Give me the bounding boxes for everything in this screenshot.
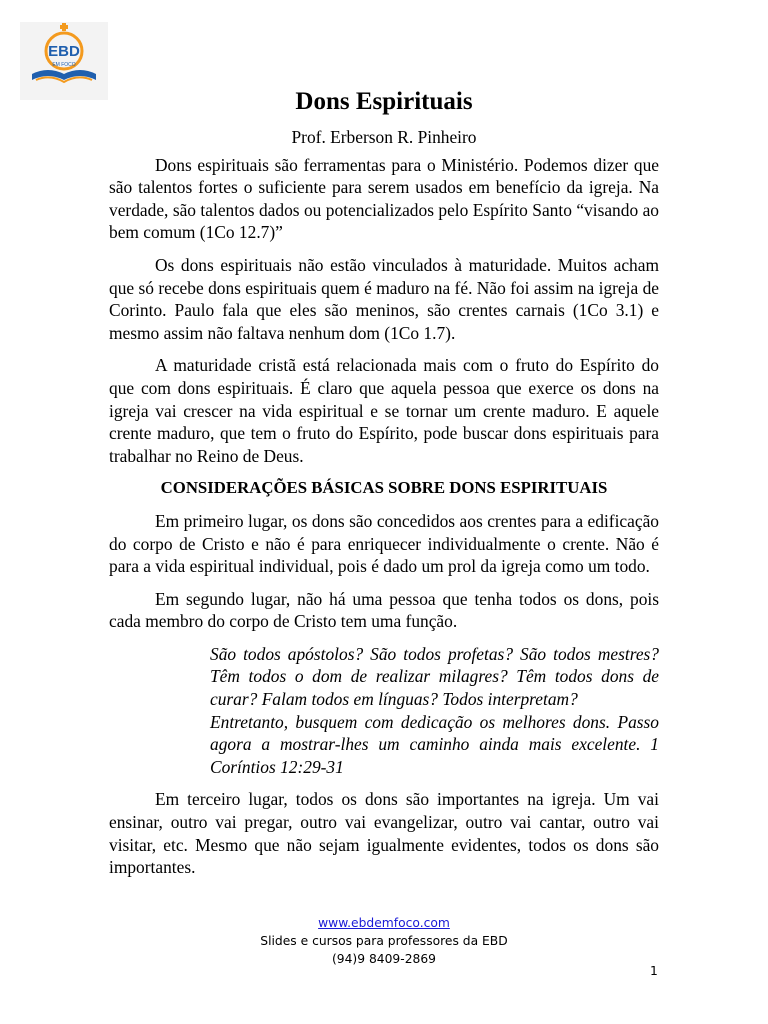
page-number: 1	[650, 964, 658, 978]
paragraph-intro-3: A maturidade cristã está relacionada mais com o fruto do Espírito do que com dons espirituais. É claro que aquela pessoa que exerce os dons na igreja vai crescer na vida espiritual e se tornar um crente maduro. E aquele crente maduro, que tem o fruto do Espírito, pode buscar dons espirituais para trabalhar no Reino de Deus.	[109, 355, 659, 466]
quote-line-1: São todos apóstolos? São todos profetas? São todos mestres? Têm todos o dom de realizar milagres? Têm todos dons de curar? Falam todos em línguas? Todos interpretam?	[210, 643, 659, 710]
paragraph-intro-1: Dons espirituais são ferramentas para o Ministério. Podemos dizer que são talentos fortes o suficiente para serem usados em benefício da igreja. Na verdade, são talentos dados ou potencializados pelo Espírito Santo “visando ao bem comum (1Co 12.7)”	[109, 154, 659, 243]
bible-quote	[210, 643, 659, 779]
document-page	[109, 86, 659, 889]
book-icon	[20, 22, 108, 100]
ebd-logo	[20, 22, 108, 100]
paragraph-final: Em terceiro lugar, todos os dons são importantes na igreja. Um vai ensinar, outro vai pregar, outro vai evangelizar, outro vai cantar, outro vai visitar, etc. Mesmo que não sejam igualmente evidentes, todos os dons são importantes.	[109, 789, 659, 878]
page-title: Dons Espirituais	[295, 88, 473, 115]
paragraph-body-2: Em segundo lugar, não há uma pessoa que tenha todos os dons, pois cada membro do corpo de Cristo tem uma função.	[109, 588, 659, 632]
section-heading: CONSIDERAÇÕES BÁSICAS SOBRE DONS ESPIRITUAIS	[160, 478, 608, 498]
page-footer	[0, 914, 768, 968]
website-link[interactable]: www.ebdemfoco.com	[318, 916, 450, 930]
logo-subtext: EM FOCO	[52, 62, 76, 68]
logo-text: EBD	[48, 43, 80, 60]
paragraph-intro-2: Os dons espirituais não estão vinculados à maturidade. Muitos acham que só recebe dons espirituais quem é maduro na fé. Não foi assim na igreja de Corinto. Paulo fala que eles são meninos, são crentes carnais (1Co 3.1) e mesmo assim não faltava nenhum dom (1Co 1.7).	[109, 254, 659, 343]
footer-phone: (94)9 8409-2869	[331, 952, 436, 966]
paragraph-body-1: Em primeiro lugar, os dons são concedidos aos crentes para a edificação do corpo de Cristo e não é para enriquecer individualmente o crente. Não é para a vida espiritual individual, pois é dado um prol da igreja como um todo.	[109, 510, 659, 577]
quote-line-2: Entretanto, busquem com dedicação os melhores dons. Passo agora a mostrar-lhes um caminho ainda mais excelente. 1 Coríntios 12:29-31	[210, 711, 659, 777]
footer-tagline: Slides e cursos para professores da EBD	[260, 934, 508, 948]
author-line: Prof. Erberson R. Pinheiro	[291, 127, 477, 147]
